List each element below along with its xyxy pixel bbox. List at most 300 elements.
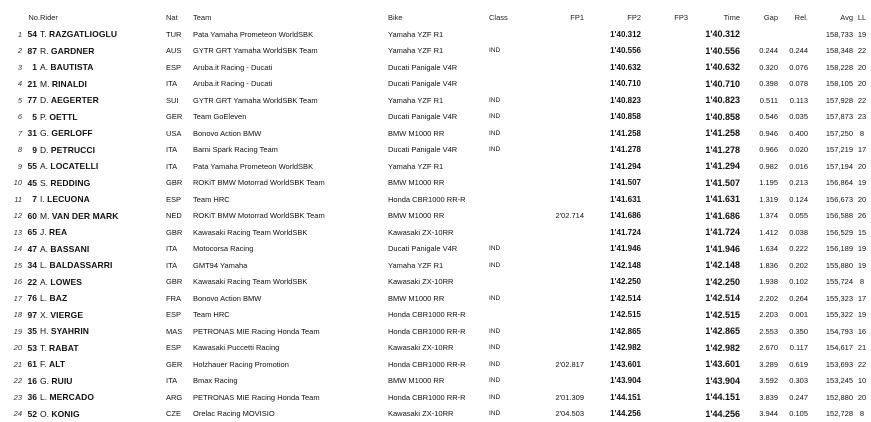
header-ll: LL [853, 8, 871, 26]
row-ll: 20 [853, 389, 871, 406]
row-team: Motocorsa Racing [193, 241, 388, 258]
row-fp3 [641, 158, 688, 175]
row-rider [40, 125, 166, 142]
row-rel: 0.020 [778, 142, 808, 159]
row-rel: 0.350 [778, 323, 808, 340]
rider-initial: A. [40, 244, 48, 254]
row-bike: Yamaha YZF R1 [388, 92, 489, 109]
row-number: 22 [24, 274, 40, 291]
row-ll: 21 [853, 340, 871, 357]
row-fp1 [531, 224, 584, 241]
row-bike: Ducati Panigale V4R [388, 59, 489, 76]
table-row [0, 158, 871, 175]
row-number: 54 [24, 26, 40, 43]
row-gap: 1.374 [740, 208, 778, 225]
row-gap: 0.398 [740, 76, 778, 93]
row-fp3 [641, 290, 688, 307]
row-ll: 20 [853, 59, 871, 76]
row-time: 1'40.312 [688, 26, 740, 43]
row-avg: 158,228 [808, 59, 853, 76]
row-rel: 0.102 [778, 274, 808, 291]
row-avg: 157,194 [808, 158, 853, 175]
row-rider [40, 191, 166, 208]
row-avg: 156,189 [808, 241, 853, 258]
row-fp1 [531, 26, 584, 43]
rider-surname: REDDING [50, 178, 90, 188]
row-fp3 [641, 257, 688, 274]
row-time: 1'43.904 [688, 373, 740, 390]
row-gap: 0.511 [740, 92, 778, 109]
row-rel: 0.078 [778, 76, 808, 93]
rider-initial: D. [40, 145, 49, 155]
row-fp3 [641, 307, 688, 324]
row-avg: 158,105 [808, 76, 853, 93]
row-fp2: 1'42.148 [584, 257, 641, 274]
row-position: 3 [0, 59, 24, 76]
row-number: 77 [24, 92, 40, 109]
row-class [489, 76, 531, 93]
row-position: 10 [0, 175, 24, 192]
rider-initial: H. [40, 326, 49, 336]
row-rel: 0.117 [778, 340, 808, 357]
table-row [0, 241, 871, 258]
row-nat: MAS [166, 323, 193, 340]
row-avg: 154,617 [808, 340, 853, 357]
row-bike: Yamaha YZF R1 [388, 158, 489, 175]
rider-surname: LOCATELLI [50, 161, 98, 171]
header-team: Team [193, 8, 388, 26]
table-row [0, 191, 871, 208]
row-number: 35 [24, 323, 40, 340]
row-fp1 [531, 323, 584, 340]
row-team: Bonovo Action BMW [193, 290, 388, 307]
row-fp2: 1'41.294 [584, 158, 641, 175]
row-avg: 158,348 [808, 43, 853, 60]
row-fp3 [641, 389, 688, 406]
rider-surname: RABAT [49, 343, 79, 353]
row-nat: ARG [166, 389, 193, 406]
rider-initial: A. [40, 277, 48, 287]
row-nat: NED [166, 208, 193, 225]
row-position: 23 [0, 389, 24, 406]
row-time: 1'43.601 [688, 356, 740, 373]
row-position: 1 [0, 26, 24, 43]
row-fp2: 1'41.278 [584, 142, 641, 159]
row-time: 1'41.631 [688, 191, 740, 208]
row-time: 1'41.507 [688, 175, 740, 192]
row-class: IND [489, 125, 531, 142]
row-fp1 [531, 43, 584, 60]
row-ll: 22 [853, 43, 871, 60]
rider-initial: A. [40, 161, 48, 171]
row-fp1 [531, 241, 584, 258]
row-nat: CZE [166, 406, 193, 422]
row-rider [40, 290, 166, 307]
rider-surname: KONIG [51, 409, 79, 419]
header-gap: Gap [740, 8, 778, 26]
row-team: Orelac Racing MOVISIO [193, 406, 388, 422]
row-class: IND [489, 340, 531, 357]
header-rider: Rider [40, 8, 166, 26]
row-number: 65 [24, 224, 40, 241]
row-number: 31 [24, 125, 40, 142]
row-fp2: 1'40.312 [584, 26, 641, 43]
row-nat: FRA [166, 290, 193, 307]
row-rel: 0.016 [778, 158, 808, 175]
row-position: 16 [0, 274, 24, 291]
row-gap: 1.195 [740, 175, 778, 192]
row-fp2: 1'41.724 [584, 224, 641, 241]
row-class: IND [489, 257, 531, 274]
row-nat: ESP [166, 191, 193, 208]
row-team: Pata Yamaha Prometeon WorldSBK [193, 26, 388, 43]
row-rider [40, 109, 166, 126]
table-row [0, 356, 871, 373]
row-rel [778, 26, 808, 43]
row-rider [40, 257, 166, 274]
row-nat: ESP [166, 59, 193, 76]
row-time: 1'44.151 [688, 389, 740, 406]
row-avg: 153,245 [808, 373, 853, 390]
row-rel: 0.244 [778, 43, 808, 60]
row-avg: 153,693 [808, 356, 853, 373]
row-avg: 155,724 [808, 274, 853, 291]
row-bike: Yamaha YZF R1 [388, 26, 489, 43]
row-rider [40, 26, 166, 43]
row-fp1 [531, 59, 584, 76]
row-fp3 [641, 92, 688, 109]
header-pos [0, 8, 24, 26]
row-position: 7 [0, 125, 24, 142]
row-avg: 154,793 [808, 323, 853, 340]
table-row [0, 92, 871, 109]
row-fp3 [641, 323, 688, 340]
row-fp2: 1'44.256 [584, 406, 641, 422]
row-nat: SUI [166, 92, 193, 109]
row-team: PETRONAS MIE Racing Honda Team [193, 323, 388, 340]
row-avg: 156,529 [808, 224, 853, 241]
row-ll: 8 [853, 125, 871, 142]
row-avg: 158,733 [808, 26, 853, 43]
row-gap [740, 26, 778, 43]
row-time: 1'41.258 [688, 125, 740, 142]
row-time: 1'42.865 [688, 323, 740, 340]
row-fp2: 1'41.946 [584, 241, 641, 258]
row-fp2: 1'44.151 [584, 389, 641, 406]
row-number: 60 [24, 208, 40, 225]
row-fp2: 1'42.515 [584, 307, 641, 324]
row-bike: Kawasaki ZX-10RR [388, 274, 489, 291]
row-rider [40, 373, 166, 390]
rider-surname: RINALDI [52, 79, 87, 89]
row-number: 45 [24, 175, 40, 192]
row-class: IND [489, 43, 531, 60]
row-number: 36 [24, 389, 40, 406]
table-row [0, 43, 871, 60]
row-nat: GBR [166, 175, 193, 192]
row-rider [40, 208, 166, 225]
row-ll: 20 [853, 76, 871, 93]
table-row [0, 109, 871, 126]
row-ll: 10 [853, 373, 871, 390]
row-rider [40, 340, 166, 357]
rider-initial: X. [40, 310, 48, 320]
row-ll: 19 [853, 307, 871, 324]
row-fp1 [531, 257, 584, 274]
rider-initial: T. [40, 343, 47, 353]
row-avg: 157,219 [808, 142, 853, 159]
row-fp1 [531, 76, 584, 93]
row-ll: 17 [853, 142, 871, 159]
row-gap: 3.944 [740, 406, 778, 422]
row-time: 1'41.278 [688, 142, 740, 159]
row-fp3 [641, 274, 688, 291]
row-class [489, 274, 531, 291]
row-number: 16 [24, 373, 40, 390]
row-avg: 157,250 [808, 125, 853, 142]
row-class: IND [489, 406, 531, 422]
row-ll: 19 [853, 26, 871, 43]
row-fp3 [641, 241, 688, 258]
row-rider [40, 76, 166, 93]
row-class: IND [489, 373, 531, 390]
rider-initial: R. [40, 46, 49, 56]
table-row [0, 323, 871, 340]
row-avg: 156,588 [808, 208, 853, 225]
row-fp1 [531, 307, 584, 324]
header-fp2: FP2 [584, 8, 641, 26]
row-time: 1'40.710 [688, 76, 740, 93]
row-time: 1'42.514 [688, 290, 740, 307]
row-team: Aruba.it Racing - Ducati [193, 59, 388, 76]
rider-surname: GARDNER [51, 46, 95, 56]
row-fp3 [641, 208, 688, 225]
row-class [489, 175, 531, 192]
row-time: 1'40.556 [688, 43, 740, 60]
rider-surname: BASSANI [50, 244, 89, 254]
rider-surname: RUIU [51, 376, 72, 386]
row-class [489, 224, 531, 241]
row-avg: 152,728 [808, 406, 853, 422]
row-gap: 3.839 [740, 389, 778, 406]
row-nat: TUR [166, 26, 193, 43]
row-class [489, 307, 531, 324]
row-class: IND [489, 323, 531, 340]
row-number: 5 [24, 109, 40, 126]
row-class: IND [489, 389, 531, 406]
rider-initial: A. [40, 62, 48, 72]
rider-initial: M. [40, 79, 49, 89]
row-ll: 19 [853, 257, 871, 274]
row-bike: Kawasaki ZX-10RR [388, 406, 489, 422]
row-fp3 [641, 224, 688, 241]
rider-initial: M. [40, 211, 49, 221]
row-avg: 157,928 [808, 92, 853, 109]
row-bike: Honda CBR1000 RR-R [388, 356, 489, 373]
row-position: 20 [0, 340, 24, 357]
row-fp2: 1'41.507 [584, 175, 641, 192]
row-class: IND [489, 356, 531, 373]
row-rider [40, 224, 166, 241]
row-number: 76 [24, 290, 40, 307]
row-nat: ITA [166, 373, 193, 390]
row-position: 24 [0, 406, 24, 422]
row-team: GYTR GRT Yamaha WorldSBK Team [193, 92, 388, 109]
row-rel: 0.055 [778, 208, 808, 225]
row-time: 1'41.294 [688, 158, 740, 175]
row-number: 9 [24, 142, 40, 159]
row-ll: 26 [853, 208, 871, 225]
row-fp3 [641, 142, 688, 159]
table-row [0, 389, 871, 406]
row-number: 61 [24, 356, 40, 373]
row-fp3 [641, 26, 688, 43]
row-fp3 [641, 59, 688, 76]
row-fp1: 2'02.817 [531, 356, 584, 373]
row-team: GMT94 Yamaha [193, 257, 388, 274]
row-fp1 [531, 191, 584, 208]
header-time: Time [688, 8, 740, 26]
row-rel: 0.247 [778, 389, 808, 406]
row-position: 8 [0, 142, 24, 159]
row-nat: GBR [166, 274, 193, 291]
row-fp1 [531, 158, 584, 175]
row-position: 18 [0, 307, 24, 324]
row-nat: ITA [166, 142, 193, 159]
rider-surname: AEGERTER [51, 95, 99, 105]
row-rel: 0.001 [778, 307, 808, 324]
table-row [0, 224, 871, 241]
row-bike: Kawasaki ZX-10RR [388, 340, 489, 357]
row-gap: 0.244 [740, 43, 778, 60]
row-bike: Kawasaki ZX-10RR [388, 224, 489, 241]
row-nat: ITA [166, 76, 193, 93]
rider-surname: GERLOFF [51, 128, 92, 138]
row-gap: 1.634 [740, 241, 778, 258]
row-bike: Honda CBR1000 RR-R [388, 191, 489, 208]
row-team: Kawasaki Puccetti Racing [193, 340, 388, 357]
row-ll: 16 [853, 323, 871, 340]
row-class [489, 208, 531, 225]
table-row [0, 274, 871, 291]
row-number: 7 [24, 191, 40, 208]
row-fp3 [641, 191, 688, 208]
row-rel: 0.113 [778, 92, 808, 109]
row-fp2: 1'40.710 [584, 76, 641, 93]
row-position: 4 [0, 76, 24, 93]
row-bike: BMW M1000 RR [388, 208, 489, 225]
rider-surname: PETRUCCI [51, 145, 95, 155]
row-number: 97 [24, 307, 40, 324]
row-position: 17 [0, 290, 24, 307]
row-class: IND [489, 109, 531, 126]
table-row [0, 125, 871, 142]
rider-surname: BAUTISTA [50, 62, 93, 72]
header-row [0, 8, 871, 26]
rider-surname: LECUONA [47, 194, 90, 204]
row-fp2: 1'40.823 [584, 92, 641, 109]
row-fp1 [531, 274, 584, 291]
header-no: No. [24, 8, 40, 26]
row-rel: 0.303 [778, 373, 808, 390]
row-fp3 [641, 76, 688, 93]
rider-initial: S. [40, 178, 48, 188]
row-fp2: 1'41.631 [584, 191, 641, 208]
table-row [0, 76, 871, 93]
row-ll: 8 [853, 274, 871, 291]
row-position: 21 [0, 356, 24, 373]
row-time: 1'42.515 [688, 307, 740, 324]
row-ll: 20 [853, 191, 871, 208]
rider-initial: L. [40, 392, 47, 402]
row-position: 22 [0, 373, 24, 390]
row-fp1: 2'02.714 [531, 208, 584, 225]
row-time: 1'42.982 [688, 340, 740, 357]
row-bike: BMW M1000 RR [388, 373, 489, 390]
row-ll: 8 [853, 406, 871, 422]
rider-surname: RAZGATLIOGLU [49, 29, 117, 39]
row-nat: GER [166, 109, 193, 126]
row-rel: 0.076 [778, 59, 808, 76]
table-row [0, 373, 871, 390]
row-fp2: 1'41.686 [584, 208, 641, 225]
row-avg: 152,880 [808, 389, 853, 406]
row-team: Team HRC [193, 191, 388, 208]
row-avg: 155,323 [808, 290, 853, 307]
row-class [489, 191, 531, 208]
row-class [489, 158, 531, 175]
row-time: 1'42.250 [688, 274, 740, 291]
table-row [0, 59, 871, 76]
row-avg: 156,864 [808, 175, 853, 192]
rider-surname: BALDASSARRI [49, 260, 112, 270]
row-gap: 2.553 [740, 323, 778, 340]
row-number: 21 [24, 76, 40, 93]
row-gap: 0.982 [740, 158, 778, 175]
row-bike: Yamaha YZF R1 [388, 257, 489, 274]
row-gap: 1.938 [740, 274, 778, 291]
row-team: Team GoEleven [193, 109, 388, 126]
row-rider [40, 389, 166, 406]
row-position: 11 [0, 191, 24, 208]
table-row [0, 142, 871, 159]
row-rel: 0.213 [778, 175, 808, 192]
row-ll: 15 [853, 224, 871, 241]
row-gap: 1.836 [740, 257, 778, 274]
row-rider [40, 323, 166, 340]
rider-initial: G. [40, 128, 49, 138]
row-fp1 [531, 109, 584, 126]
row-fp1 [531, 175, 584, 192]
row-time: 1'42.148 [688, 257, 740, 274]
row-fp2: 1'42.514 [584, 290, 641, 307]
row-fp2: 1'40.556 [584, 43, 641, 60]
row-gap: 2.670 [740, 340, 778, 357]
header-rel: Rel. [778, 8, 808, 26]
row-fp1 [531, 92, 584, 109]
row-fp3 [641, 340, 688, 357]
rider-surname: MERCADO [49, 392, 94, 402]
header-fp1: FP1 [531, 8, 584, 26]
row-fp2: 1'41.258 [584, 125, 641, 142]
row-nat: ESP [166, 307, 193, 324]
row-position: 9 [0, 158, 24, 175]
header-avg: Avg [808, 8, 853, 26]
row-rider [40, 92, 166, 109]
row-team: Kawasaki Racing Team WorldSBK [193, 224, 388, 241]
row-rel: 0.202 [778, 257, 808, 274]
row-team: Bonovo Action BMW [193, 125, 388, 142]
